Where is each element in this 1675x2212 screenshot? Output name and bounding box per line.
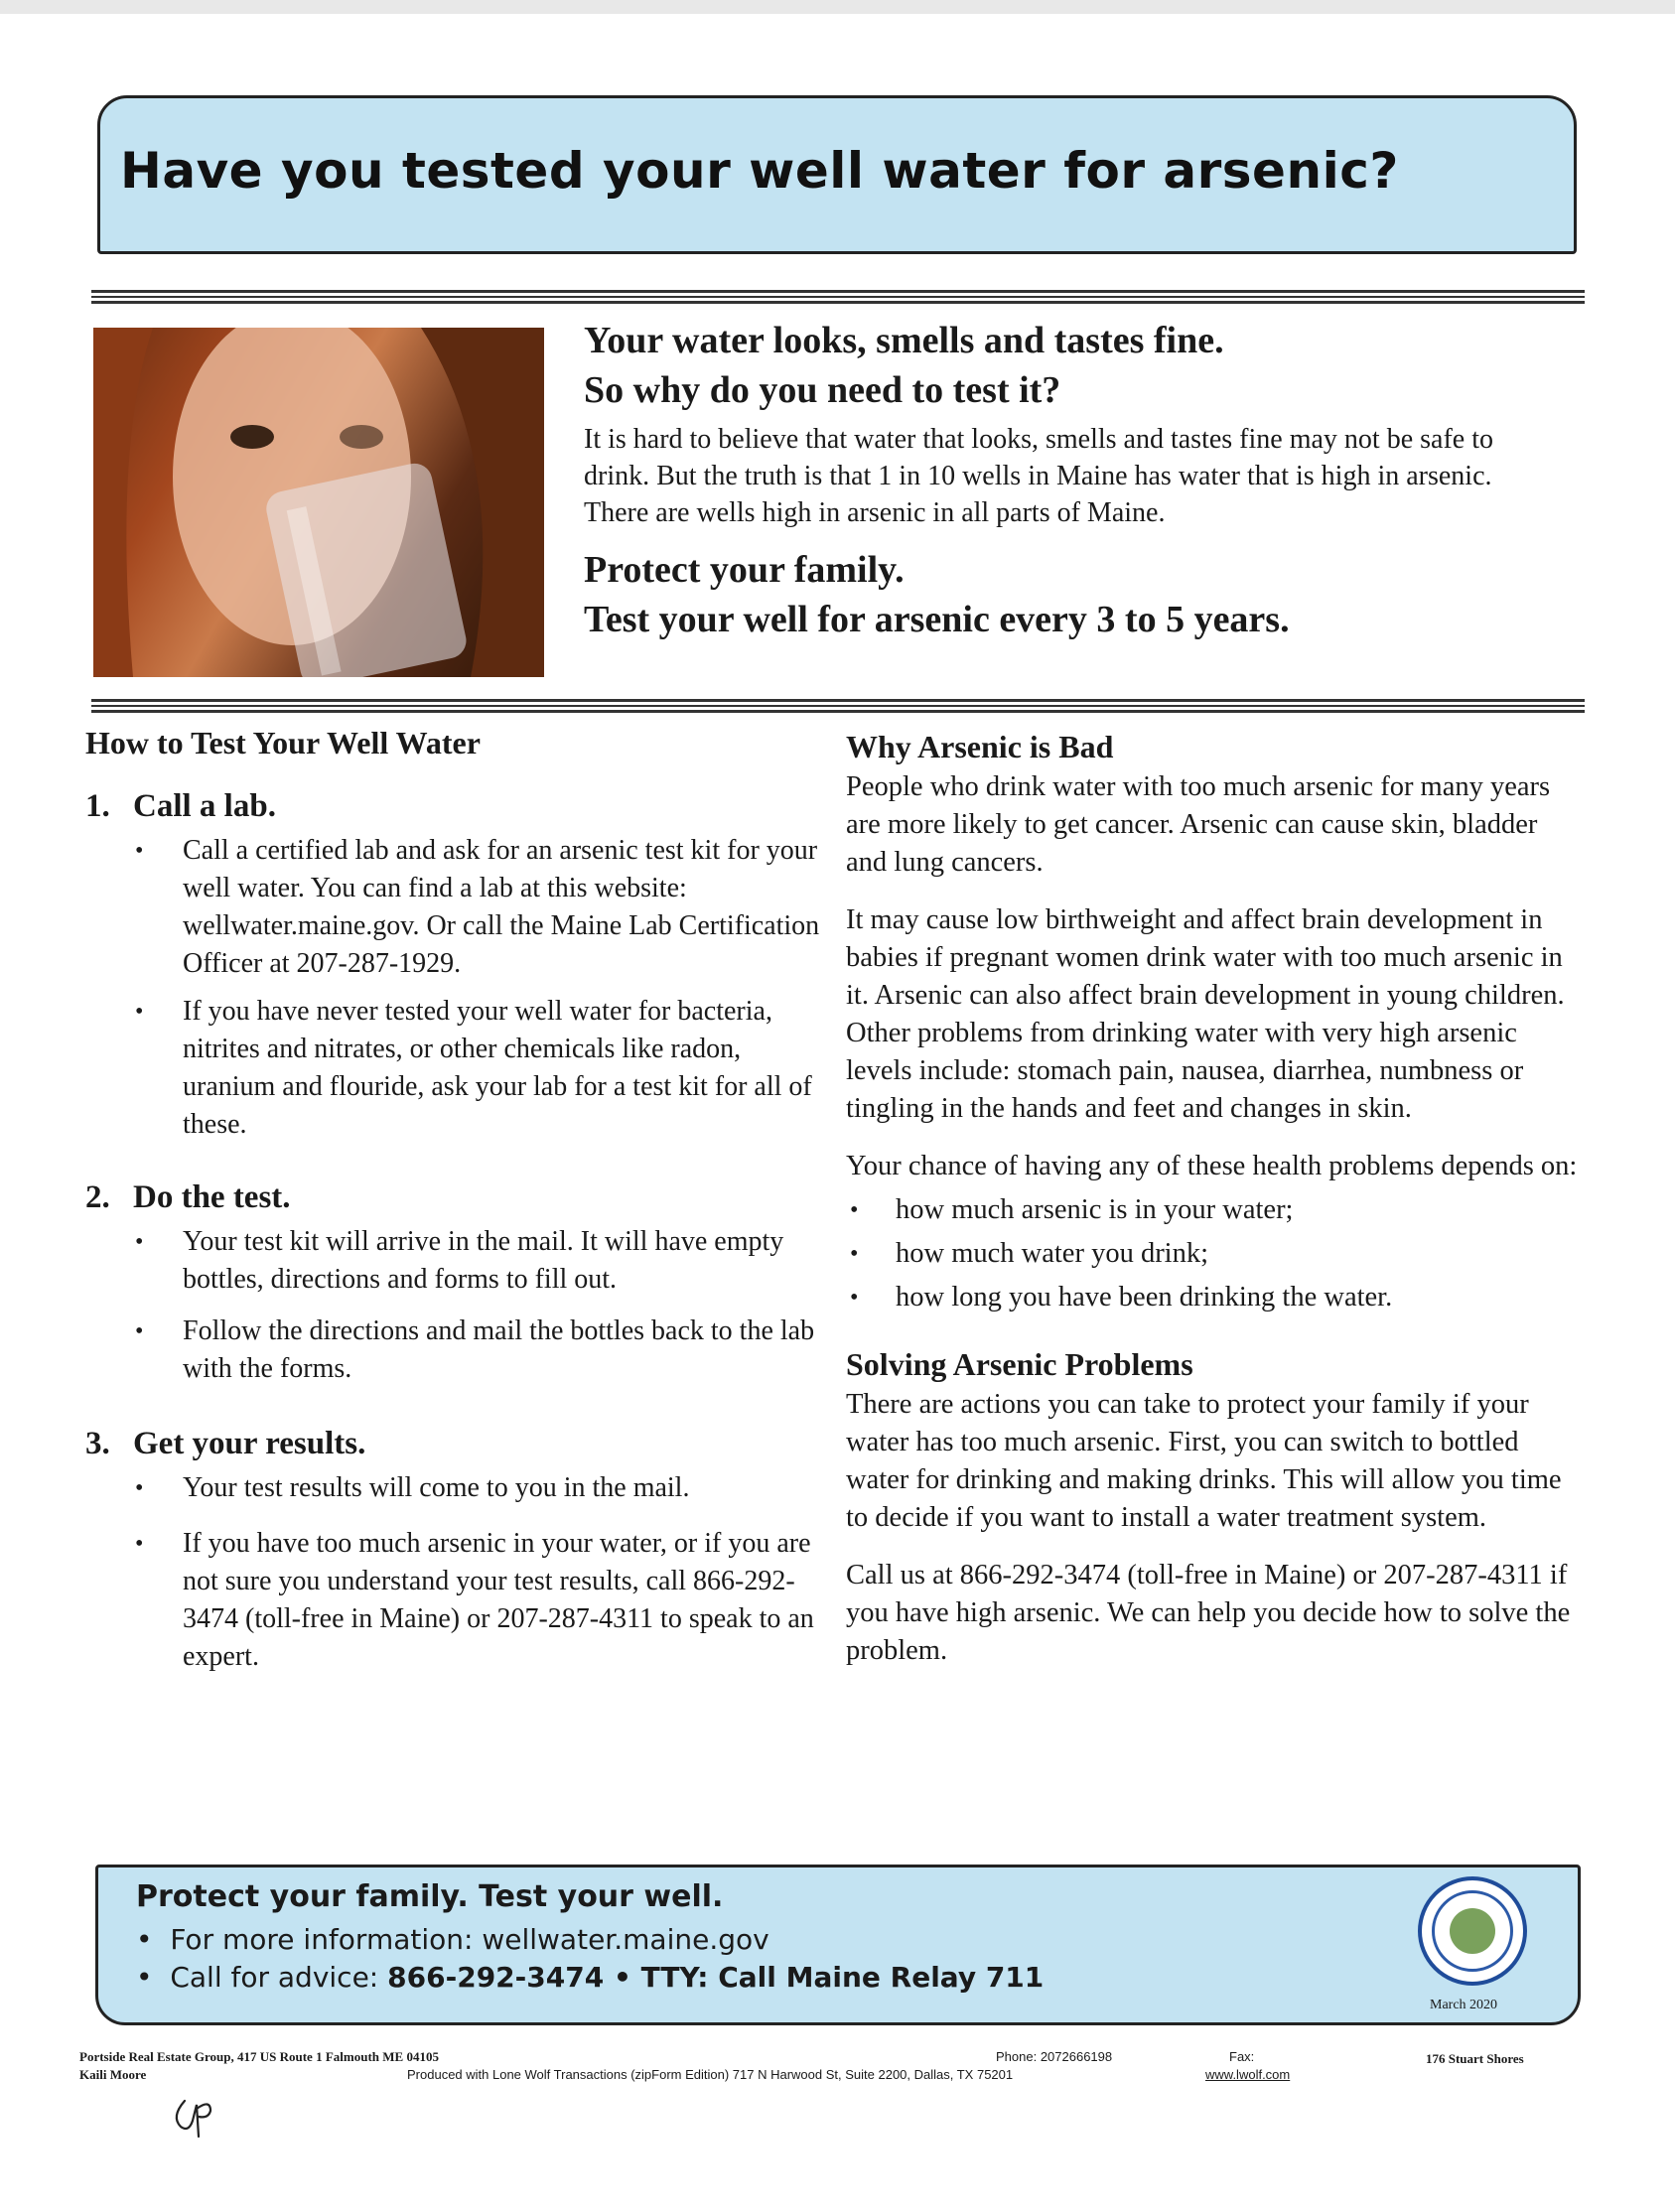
step-title	[85, 784, 820, 828]
intro-heading-line-1: Your water looks, smells and tastes fine.	[584, 320, 1224, 361]
bullet-icon: •	[135, 1229, 144, 1255]
step-number: 2.	[85, 1179, 110, 1215]
bullet-icon: •	[136, 1923, 153, 1956]
more-info-line	[136, 1923, 769, 1956]
publication-date: March 2020	[1430, 1998, 1498, 2012]
step-label: Call a lab.	[133, 788, 276, 824]
list-item-text: Your test results will come to you in the mail.	[183, 1472, 690, 1503]
photo-illustration	[93, 328, 544, 677]
scan-top-edge	[0, 0, 1675, 14]
step-label: Do the test.	[133, 1179, 291, 1215]
seal-emblem	[1450, 1908, 1495, 1954]
maine-cdc-seal-icon	[1418, 1876, 1527, 1986]
solving-paragraph-2: Call us at 866-292-3474 (toll-free in Maine) or 207-287-4311 if you have high arsenic. We can help you decide how to solve the problem.	[846, 1560, 1571, 1666]
property-address: 176 Stuart Shores	[1426, 2051, 1524, 2066]
list-item-text: If you have too much arsenic in your water, or if you are not sure you understand your test results, call 866-292-3474 (toll-free in Maine) or 207-287-4311 to speak to an expert.	[183, 1528, 814, 1672]
list-item-text: Call a certified lab and ask for an arsenic test kit for your well water. You can find a lab at this website: wellwater.maine.gov. Or call the Maine Lab Certification Officer at 207-287-1929.	[183, 835, 820, 979]
list-item	[85, 832, 820, 983]
title-banner	[97, 95, 1577, 254]
company-line: Portside Real Estate Group, 417 US Route 1 Falmouth ME 04105	[79, 2049, 439, 2064]
intro-section	[584, 316, 1577, 644]
middle-divider	[91, 699, 1585, 713]
list-item-text: Your test kit will arrive in the mail. It will have empty bottles, directions and forms to fill out.	[183, 1226, 784, 1295]
produced-with-text: Produced with Lone Wolf Transactions (zipForm Edition) 717 N Harwood St, Suite 2200, Dallas, TX 75201	[407, 2067, 1014, 2082]
more-info-text: For more information: wellwater.maine.gov	[170, 1923, 769, 1956]
step-bullets	[85, 832, 820, 1144]
step-2	[85, 1175, 820, 1388]
step-1	[85, 784, 820, 1144]
advice-label: Call for advice:	[170, 1961, 379, 1994]
protect-heading	[584, 545, 1577, 644]
lwolf-link[interactable]: www.lwolf.com	[1205, 2067, 1291, 2082]
step-bullets	[85, 1469, 820, 1676]
how-to-test-column	[85, 721, 820, 1676]
agent-name: Kaili Moore	[79, 2067, 147, 2082]
list-item	[85, 1469, 820, 1507]
phone-text: Phone: 2072666198	[996, 2049, 1113, 2064]
arsenic-info-column	[846, 725, 1581, 1670]
list-item	[85, 1525, 820, 1676]
page-title: Have you tested your well water for arsenic?	[120, 142, 1399, 200]
intro-heading-line-2: So why do you need to test it?	[584, 369, 1061, 411]
why-bad-paragraph-1: People who drink water with too much arsenic for many years are more likely to get cancer. Arsenic can cause skin, bladder and lung cancers.	[846, 771, 1551, 878]
list-item-text: how much water you drink;	[896, 1238, 1209, 1269]
bullet-icon: •	[850, 1285, 859, 1311]
list-item-text: If you have never tested your well water for bacteria, nitrites and nitrates, or other chemicals like radon, uranium and flouride, ask your lab for a test kit for all of these.	[183, 996, 812, 1140]
list-item-text: how much arsenic is in your water;	[896, 1194, 1294, 1225]
why-arsenic-bad-title: Why Arsenic is Bad	[846, 729, 1114, 764]
list-item	[85, 993, 820, 1144]
bullet-icon: •	[135, 999, 144, 1025]
step-title	[85, 1422, 820, 1465]
bullet-icon: •	[135, 1475, 144, 1501]
list-item	[85, 1313, 820, 1388]
protect-line-2: Test your well for arsenic every 3 to 5 years.	[584, 599, 1290, 640]
list-item	[846, 1191, 1581, 1229]
how-to-test-title: How to Test Your Well Water	[85, 725, 481, 760]
list-item-text: Follow the directions and mail the bottles back to the lab with the forms.	[183, 1315, 815, 1384]
footer-banner-title: Protect your family. Test your well.	[136, 1879, 724, 1914]
bullet-icon: •	[135, 1318, 144, 1344]
list-item	[846, 1235, 1581, 1273]
initials-signature	[167, 2083, 226, 2143]
solving-paragraph-1: There are actions you can take to protect your family if your water has too much arsenic. First, you can switch to bottled water for drinking and making drinks. This will allow you time to decide if you want to install a water treatment system.	[846, 1389, 1562, 1533]
step-bullets	[85, 1223, 820, 1388]
bullet-icon: •	[136, 1961, 153, 1994]
intro-paragraph: It is hard to believe that water that looks, smells and tastes fine may not be safe to drink. But the truth is that 1 in 10 wells in Maine has water that is high in arsenic. There are wells high in arsenic in all parts of Maine.	[584, 424, 1493, 528]
health-factors-list	[846, 1191, 1581, 1316]
fax-label: Fax:	[1229, 2049, 1255, 2064]
step-number: 1.	[85, 788, 110, 824]
advice-phone: 866-292-3474 • TTY: Call Maine Relay 711	[387, 1961, 1045, 1994]
step-label: Get your results.	[133, 1426, 366, 1461]
bullet-icon: •	[850, 1197, 859, 1223]
list-item	[85, 1223, 820, 1299]
list-item-text: how long you have been drinking the water.	[896, 1282, 1393, 1313]
footer-banner	[95, 1865, 1581, 2025]
top-divider	[91, 290, 1585, 304]
intro-heading	[584, 316, 1577, 415]
advice-line	[136, 1961, 1044, 1994]
step-title	[85, 1175, 820, 1219]
list-item	[846, 1279, 1581, 1316]
step-number: 3.	[85, 1426, 110, 1461]
why-bad-paragraph-2: It may cause low birthweight and affect brain development in babies if pregnant women drink water with too much arsenic in it. Arsenic can also affect brain development in young children. Other problems from drinking water with very high arsenic levels include: stomach pain, nausea, diarrhea, numbness or tingling in the hands and feet and changes in skin.	[846, 904, 1565, 1124]
protect-line-1: Protect your family.	[584, 549, 905, 591]
bullet-icon: •	[135, 838, 144, 864]
bullet-icon: •	[850, 1241, 859, 1267]
solving-problems-title: Solving Arsenic Problems	[846, 1346, 1193, 1382]
bullet-icon: •	[135, 1531, 144, 1557]
why-bad-paragraph-3: Your chance of having any of these health problems depends on:	[846, 1151, 1578, 1181]
step-3	[85, 1422, 820, 1676]
girl-drinking-water-photo	[93, 328, 544, 677]
